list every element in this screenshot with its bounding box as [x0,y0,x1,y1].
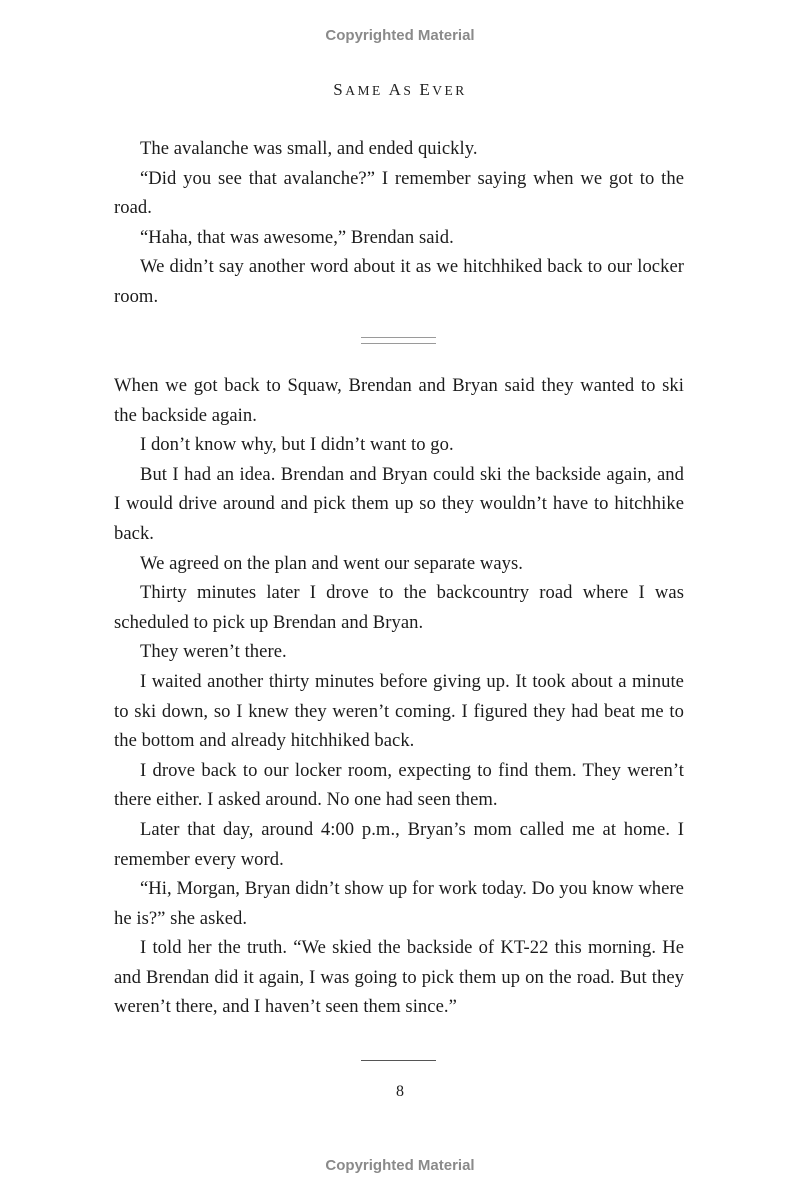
paragraph: “Did you see that avalanche?” I remember saying when we got to the road. [114,167,684,219]
paragraph: I don’t know why, but I didn’t want to go. [140,434,454,456]
paragraph: “Hi, Morgan, Bryan didn’t show up for work today. Do you know where he is?” she asked. [114,878,684,929]
copyright-watermark-top: Copyrighted Material [325,27,475,44]
copyright-watermark-bottom: Copyrighted Material [325,1157,475,1174]
page-number: 8 [396,1083,404,1100]
paragraph: Later that day, around 4:00 p.m., Bryan’s mom called me at home. I remember every word. [114,818,684,870]
paragraph: Thirty minutes later I drove to the backcountry road where I was scheduled to pick up Brendan and Bryan. [114,582,684,633]
paragraph: When we got back to Squaw, Brendan and Bryan said they wanted to ski the backside again. [114,375,684,426]
paragraph: I told her the truth. “We skied the backside of KT-22 this morning. He and Brendan did it again, I was going to pick them up on the road. But they weren’t there, and I haven’t seen them since.” [114,937,684,1018]
paragraph: “Haha, that was awesome,” Brendan said. [140,226,454,248]
paragraph: I waited another thirty minutes before giving up. It took about a minute to ski down, so I knew they weren’t coming. I figured they had beat me to the bottom and already hitchhiked back. [114,670,684,752]
section-2-text [114,371,684,1022]
paragraph: The avalanche was small, and ended quickly. [140,138,478,159]
running-head [0,80,800,100]
paragraph: We didn’t say another word about it as we hitchhiked back to our locker room. [114,256,684,307]
paragraph: They weren’t there. [140,641,287,663]
footer-rule [361,1060,436,1061]
paragraph: We agreed on the plan and went our separate ways. [140,552,524,574]
running-head-text: SAME AS EVER [333,80,467,99]
section-1-text [114,134,684,312]
paragraph: I drove back to our locker room, expecting to find them. They weren’t there either. I asked around. No one had seen them. [114,759,684,811]
section-break-ornament [361,337,436,344]
paragraph: But I had an idea. Brendan and Bryan could ski the backside again, and I would drive around and pick them up so they wouldn’t have to hitchhike back. [114,463,684,544]
